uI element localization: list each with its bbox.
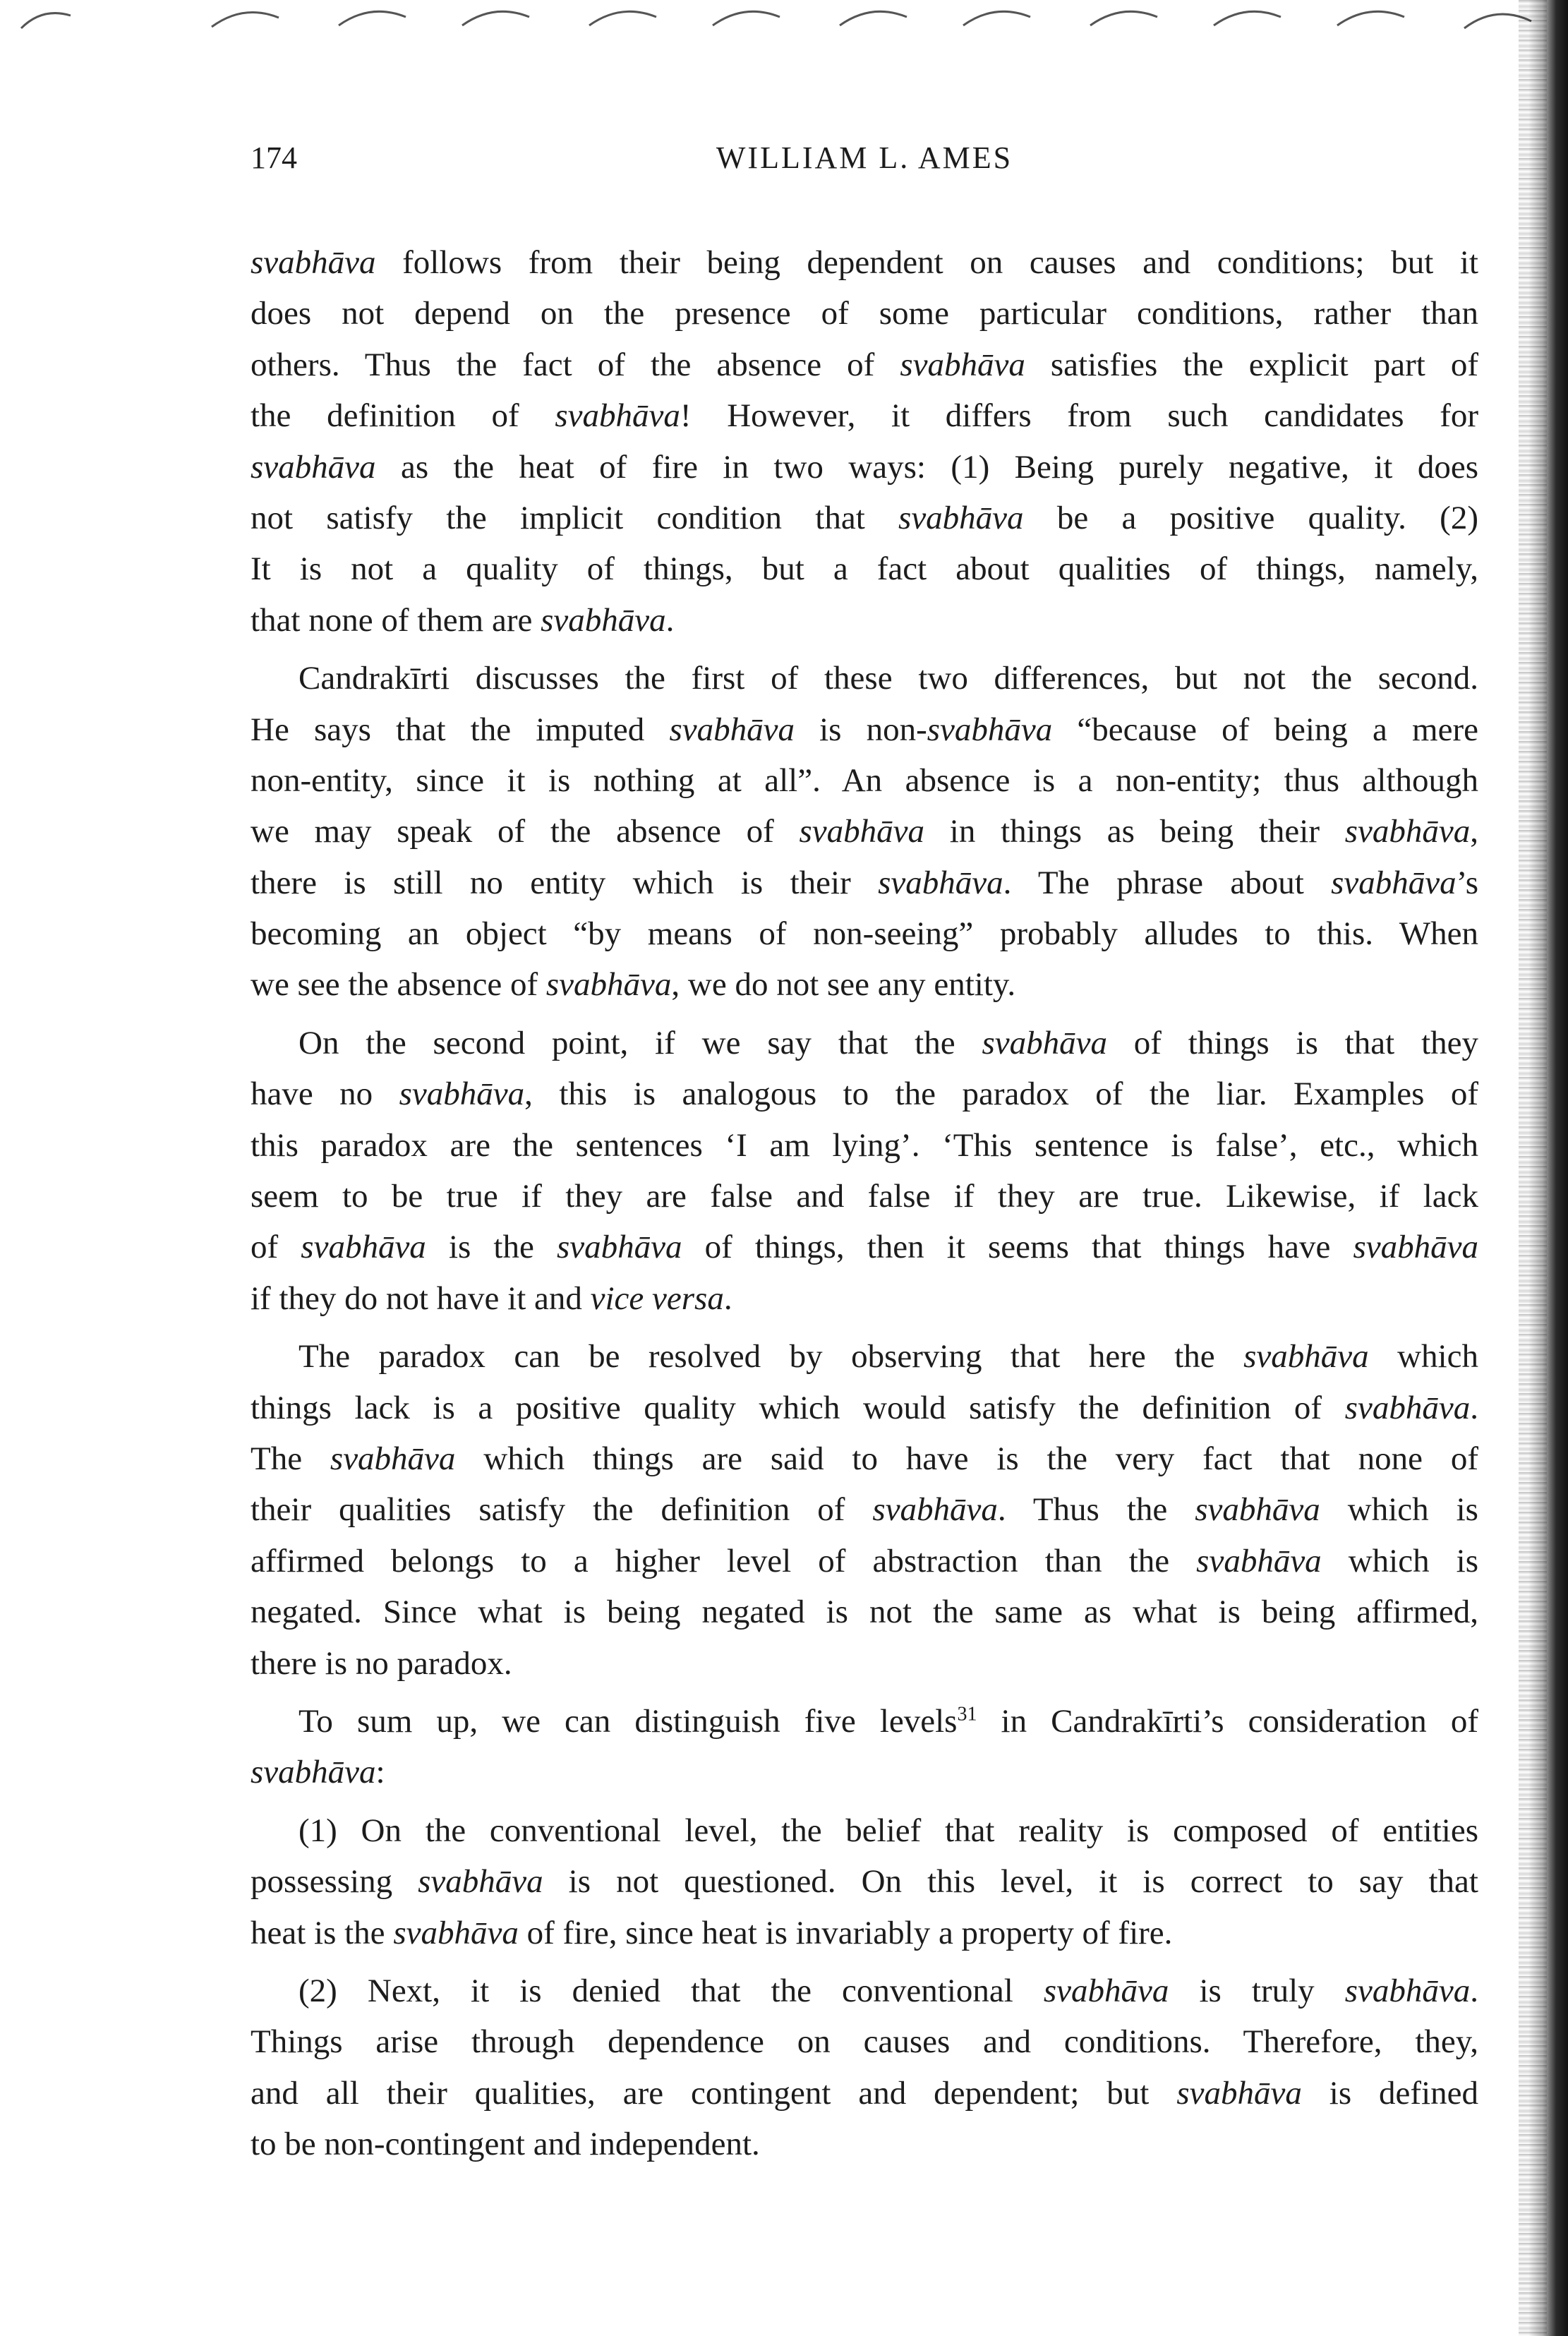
text-run: . Thus the	[997, 1491, 1195, 1529]
paragraph-3	[251, 1018, 1478, 1324]
text-line: Things arise through dependence on causes and conditions. Therefore, they,	[251, 2023, 1478, 2061]
text-run: which	[1368, 1338, 1478, 1375]
text-run: is not questioned. On this level, it is correct to say that	[543, 1863, 1478, 1901]
text-line	[251, 857, 1478, 908]
text-run: satisfies the explicit part of	[1025, 346, 1478, 383]
text-run: .	[1470, 1972, 1479, 2009]
text-line: It is not a quality of things, but a fact about qualities of things, namely,	[251, 550, 1478, 588]
text-line	[251, 1536, 1478, 1587]
term: svabhāva	[418, 1863, 543, 1901]
text-line: to be non-contingent and independent.	[251, 2126, 760, 2163]
text-run: which things are said to have is the very fact that none of	[455, 1440, 1478, 1477]
text-run: which is	[1321, 1542, 1478, 1579]
page-header	[251, 140, 1478, 185]
text-run: if they do not have it and	[251, 1280, 591, 1317]
text-line	[251, 1433, 1478, 1484]
text-run: To sum up, we can distinguish five levels	[298, 1702, 958, 1740]
text-run: things lack is a positive quality which would satisfy the definition of	[251, 1389, 1345, 1426]
running-head: WILLIAM L. AMES	[716, 140, 1013, 175]
text-run: and all their qualities, are contingent and dependent; but	[251, 2074, 1177, 2112]
paragraph-4	[251, 1331, 1478, 1689]
text-run: we see the absence of	[251, 966, 546, 1004]
text-run: (2) Next, it is denied that the conventional	[298, 1972, 1044, 2009]
term: svabhāva	[545, 966, 672, 1004]
term: svabhāva	[1243, 1338, 1369, 1375]
term: svabhāva	[878, 864, 1003, 901]
scan-edge-arcs	[0, 0, 1568, 78]
text-run: not satisfy the implicit condition that	[251, 499, 899, 536]
text-run: in Candrakīrti’s consideration of	[977, 1702, 1478, 1740]
term: svabhāva	[251, 448, 376, 486]
text-line: Candrakīrti discusses the first of these two differences, but not the second.	[298, 660, 1478, 697]
text-line	[251, 1222, 1478, 1272]
term: svabhāva	[555, 397, 680, 435]
text-run: which is	[1320, 1491, 1478, 1529]
text-line: there is no paradox.	[251, 1644, 512, 1682]
text-line	[251, 1696, 1478, 1747]
text-line	[251, 237, 1478, 288]
term: svabhāva	[251, 1754, 376, 1791]
paragraph-5	[251, 1696, 1478, 1798]
text-line: becoming an object “by means of non-seeing” probably alludes to this. When	[251, 915, 1478, 953]
term: vice versa	[590, 1280, 724, 1317]
text-line	[251, 442, 1478, 493]
text-run: On the second point, if we say that the	[298, 1024, 982, 1061]
text-run: is non-	[794, 711, 927, 748]
paragraph-2	[251, 653, 1478, 1011]
text-line: (1) On the conventional level, the belief that reality is composed of entities	[298, 1812, 1478, 1849]
text-run: .	[723, 1280, 732, 1317]
text-line	[251, 1747, 1478, 1798]
text-run: follows from their being dependent on causes and conditions; but it	[375, 244, 1478, 281]
scan-edge-speckle	[1519, 0, 1547, 2336]
text-line	[251, 1331, 1478, 1382]
term: svabhāva	[900, 346, 1025, 383]
paragraph-7	[251, 1965, 1478, 2170]
term: svabhāva	[982, 1024, 1107, 1061]
text-run: “because of being a mere	[1052, 711, 1478, 748]
term: svabhāva	[301, 1229, 426, 1266]
term: svabhāva	[1196, 1542, 1322, 1579]
text-run: .	[665, 601, 675, 639]
term: svabhāva	[898, 499, 1024, 536]
term: svabhāva	[251, 244, 376, 281]
paragraph-1	[251, 237, 1478, 646]
term: svabhāva	[541, 601, 666, 639]
text-line	[251, 959, 1478, 1010]
text-run: . The phrase about	[1003, 864, 1332, 901]
text-line	[251, 704, 1478, 755]
term: svabhāva	[669, 711, 795, 748]
term: svabhāva	[1195, 1491, 1320, 1529]
term: svabhāva	[927, 711, 1053, 748]
term: svabhāva	[1353, 1229, 1479, 1266]
text-run: of things, then it seems that things have	[682, 1229, 1353, 1266]
text-run: possessing	[251, 1863, 418, 1901]
term: svabhāva	[799, 813, 925, 850]
text-line	[251, 493, 1478, 543]
text-line	[251, 339, 1478, 390]
text-run: of things is that they	[1106, 1024, 1478, 1061]
text-line	[251, 1383, 1478, 1433]
text-run: there is still no entity which is their	[251, 864, 879, 901]
term: svabhāva	[1344, 1389, 1471, 1426]
footnote-ref-31[interactable]: 31	[957, 1703, 977, 1726]
text-run: others. Thus the fact of the absence of	[251, 346, 900, 383]
text-line	[251, 595, 1478, 646]
text-run: The paradox can be resolved by observing that here the	[298, 1338, 1244, 1375]
term: svabhāva	[1344, 1972, 1471, 2009]
text-run: be a positive quality. (2)	[1023, 499, 1478, 536]
text-line	[251, 1273, 1478, 1324]
text-run: we may speak of the absence of	[251, 813, 800, 850]
body-text	[251, 237, 1478, 2169]
text-line: seem to be true if they are false and false if they are true. Likewise, if lack	[251, 1178, 1478, 1215]
text-run: The	[251, 1440, 330, 1477]
text-run: is the	[426, 1229, 557, 1266]
text-line	[251, 806, 1478, 857]
text-line: this paradox are the sentences ‘I am lying’. ‘This sentence is false’, etc., which	[251, 1126, 1478, 1164]
text-run: ’s	[1456, 864, 1478, 901]
text-run: heat is the	[251, 1914, 394, 1951]
paragraph-6	[251, 1805, 1478, 1958]
text-run: that none of them are	[251, 601, 541, 639]
term: svabhāva	[1176, 2074, 1302, 2112]
term: svabhāva	[1331, 864, 1457, 901]
term: svabhāva	[399, 1076, 525, 1113]
term: svabhāva	[556, 1229, 682, 1266]
text-run: have no	[251, 1076, 399, 1113]
text-line	[251, 1908, 1478, 1958]
text-line: does not depend on the presence of some particular conditions, rather than	[251, 295, 1478, 332]
text-line	[251, 1484, 1478, 1535]
term: svabhāva	[393, 1914, 519, 1951]
term: svabhāva	[330, 1440, 456, 1477]
text-run: :	[375, 1754, 385, 1791]
text-run: , we do not see any entity.	[671, 966, 1016, 1004]
text-line	[251, 2068, 1478, 2119]
text-run: is defined	[1301, 2074, 1478, 2112]
text-line	[251, 1856, 1478, 1907]
text-line	[251, 1068, 1478, 1119]
term: svabhāva	[1344, 813, 1471, 850]
text-line	[251, 390, 1478, 441]
term: svabhāva	[872, 1491, 998, 1529]
text-run: ! However, it differs from such candidates for	[680, 397, 1478, 435]
text-run: affirmed belongs to a higher level of abstraction than the	[251, 1542, 1197, 1579]
text-run: as the heat of fire in two ways: (1) Being purely negative, it does	[375, 448, 1478, 486]
text-line	[251, 1965, 1478, 2016]
text-run: their qualities satisfy the definition of	[251, 1491, 873, 1529]
text-run: of fire, since heat is invariably a property of fire.	[518, 1914, 1173, 1951]
text-run: He says that the imputed	[251, 711, 670, 748]
text-line: non-entity, since it is nothing at all”. An absence is a non-entity; thus although	[251, 761, 1478, 799]
term: svabhāva	[1043, 1972, 1169, 2009]
text-run: , this is analogous to the paradox of the liar. Examples of	[524, 1076, 1478, 1113]
text-line: negated. Since what is being negated is not the same as what is being affirmed,	[251, 1594, 1478, 1631]
text-run: of	[251, 1229, 301, 1266]
page-number: 174	[251, 140, 297, 175]
text-run: .	[1470, 1389, 1478, 1426]
text-run: ,	[1470, 813, 1478, 850]
text-run: the definition of	[251, 397, 555, 435]
text-run: is truly	[1169, 1972, 1345, 2009]
text-run: in things as being their	[924, 813, 1345, 850]
text-line	[251, 1018, 1478, 1068]
